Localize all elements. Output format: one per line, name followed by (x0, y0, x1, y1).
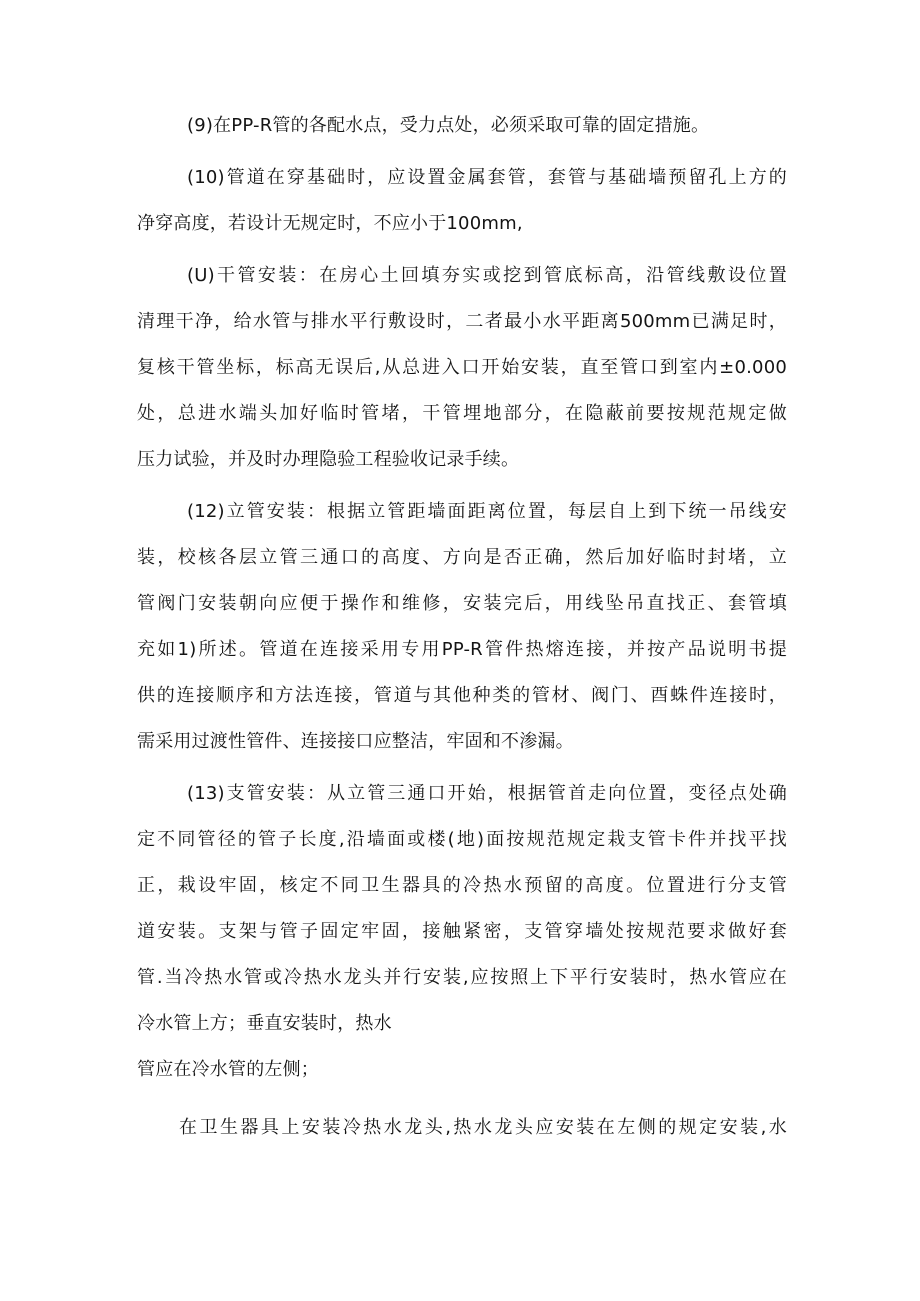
paragraph-12-line-3: 管阀门安装朝向应便于操作和维修，安装完后，用线坠吊直找正、套管填 (137, 593, 787, 614)
paragraph-11-line-5: 压力试验，并及时办理隐验工程验收记录手续。 (137, 449, 520, 470)
paragraph-13-line-5: 管.当冷热水管或冷热水龙头并行安装,应按照上下平行安装时，热水管应在 (137, 967, 787, 988)
paragraph-13-line-2: 定不同管径的管子长度,沿墙面或楼(地)面按规范规定栽支管卡件并找平找 (137, 829, 787, 850)
paragraph-12-line-6: 需采用过渡性管件、连接接口应整洁，牢固和不渗漏。 (137, 731, 574, 752)
paragraph-13-line-6: 冷水管上方；垂直安装时，热水 (137, 1013, 392, 1034)
paragraph-13-line-3: 正，栽设牢固，核定不同卫生器具的冷热水预留的高度。位置进行分支管 (137, 875, 787, 896)
paragraph-11-line-3: 复核干管坐标，标高无误后,从总进入口开始安装，直至管口到室内±0.000 (137, 357, 787, 378)
paragraph-13-line-4: 道安装。支架与管子固定牢固，接触紧密，支管穿墙处按规范要求做好套 (137, 921, 787, 942)
document-body (137, 103, 787, 1151)
paragraph-11-line-4: 处，总进水端头加好临时管堵，干管埋地部分，在隐蔽前要按规范规定做 (137, 403, 787, 424)
paragraph-10-line-2: 净穿高度，若设计无规定时，不应小于100mm, (137, 213, 523, 234)
paragraph-12-line-4: 充如1)所述。管道在连接采用专用PP-R管件热熔连接，并按产品说明书提 (137, 639, 787, 660)
paragraph-9-line-1: (9)在PP-R管的各配水点，受力点处，必须采取可靠的固定措施。 (187, 115, 710, 136)
paragraph-10-line-1: (10)管道在穿基础时，应设置金属套管，套管与基础墙预留孔上方的 (187, 167, 787, 188)
paragraph-12-line-5: 供的连接顺序和方法连接，管道与其他种类的管材、阀门、酉蛛件连接时， (137, 685, 787, 706)
paragraph-14-line-1: 在卫生器具上安装冷热水龙头,热水龙头应安装在左侧的规定安装,水 (179, 1117, 787, 1138)
paragraph-11-line-1: (U)干管安装：在房心土回填夯实或挖到管底标高，沿管线敷设位置 (187, 265, 787, 286)
paragraph-11-line-2: 清理干净，给水管与排水平行敷设时，二者最小水平距离500mm已满足时， (137, 311, 787, 332)
paragraph-13-line-7: 管应在冷水管的左侧； (137, 1059, 319, 1080)
paragraph-12-line-1: (12)立管安装：根据立管距墙面距离位置，每层自上到下统一吊线安 (187, 501, 787, 522)
paragraph-13-line-1: (13)支管安装：从立管三通口开始，根据管首走向位置，变径点处确 (187, 783, 787, 804)
paragraph-12-line-2: 装，校核各层立管三通口的高度、方向是否正确，然后加好临时封堵，立 (137, 547, 787, 568)
